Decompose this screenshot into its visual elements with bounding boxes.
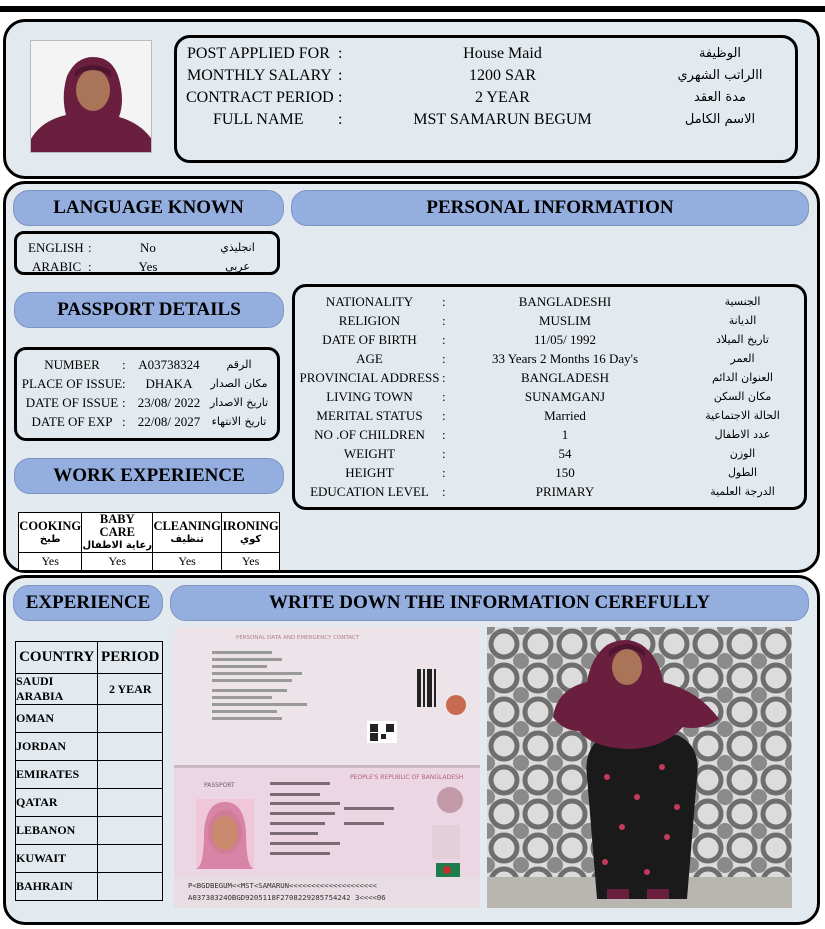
colon: : [122,414,126,429]
personal-info-value: 150 [555,465,575,480]
personal-info-label: HEIGHT [345,465,394,480]
personal-info-arabic: الدرجة العلمية [710,485,775,498]
date-of-exp-arabic: تاريخ الانتهاء [211,415,267,428]
date-of-exp-value: 22/08/ 2027 [137,414,201,429]
personal-info-arabic: مكان السكن [713,390,772,403]
personal-info-arabic: الوزن [729,447,756,460]
passport-details-title: PASSPORT DETAILS [14,292,284,328]
personal-info-label: NO .OF CHILDREN [314,427,425,442]
full-name-label: FULL NAME [213,111,304,128]
personal-info-arabic: عدد الاطفال [714,428,771,441]
date-of-issue-label: DATE OF ISSUE [25,395,119,410]
personal-info-label: PROVINCIAL ADDRESS [299,370,440,385]
personal-info-label: LIVING TOWN [326,389,413,404]
work-experience-title: WORK EXPERIENCE [14,458,284,494]
place-of-issue-value: DHAKA [145,376,193,391]
skill-cooking-value: Yes [19,553,82,571]
place-of-issue-arabic: مكان الصدار [210,377,268,390]
colon: : [338,89,343,106]
contract-arabic: مدة العقد [694,90,746,105]
skills-table [18,512,280,571]
personal-info-arabic: الديانة [728,314,757,327]
passport-scan-word: PASSPORT [204,782,235,789]
country-cell: BAHRAIN [16,873,98,901]
colon: : [122,395,126,410]
period-cell [98,733,163,761]
passport-mrz-line-1: P<BGDBEGUM<<MST<SAMARUN<<<<<<<<<<<<<<<<<<<< [188,881,377,890]
personal-info-arabic: العنوان الدائم [712,371,773,384]
colon: : [442,446,446,461]
arabic-arabic: عربي [225,260,250,273]
colon: : [122,357,126,372]
salary-value: 1200 SAR [468,67,537,84]
passport-scan-heading: PERSONAL DATA AND EMERGENCY CONTACT [236,635,360,641]
country-cell: LEBANON [16,817,98,845]
personal-info-arabic: الحالة الاجتماعية [705,409,780,422]
date-of-exp-label: DATE OF EXP [31,414,113,429]
arabic-value: Yes [138,259,158,274]
period-cell [98,789,163,817]
personal-info-value: 11/05/ 1992 [534,332,596,347]
contract-label: CONTRACT PERIOD [186,89,334,106]
country-cell: OMAN [16,705,98,733]
top-rule [0,6,825,12]
personal-info-value: BANGLADESH [520,370,610,385]
colon: : [122,376,126,391]
personal-info-value: Married [544,408,586,423]
profile-photo [30,40,152,153]
salary-label: MONTHLY SALARY [187,67,332,84]
english-arabic: انجليذي [220,241,255,254]
colon: : [442,332,446,347]
personal-info-value: 54 [558,446,572,461]
colon: : [442,294,446,309]
personal-info-value: MUSLIM [538,313,591,328]
personal-info-value: 33 Years 2 Months 16 Day's [491,351,639,366]
period-cell [98,761,163,789]
full-name-value: MST SAMARUN BEGUM [413,111,592,128]
passport-number-value: A03738324 [138,357,200,372]
skill-babycare-header: BABY CARE رعاية الاطفال [82,512,153,551]
country-cell: EMIRATES [16,761,98,789]
write-down-title: WRITE DOWN THE INFORMATION CEREFULLY [170,585,809,621]
date-of-issue-arabic: تاريخ الاصدار [210,396,269,409]
personal-info-value: 1 [561,427,569,442]
period-cell: 2 YEAR [98,674,163,705]
passport-mrz-line-2: A03738324OBGD9205118F2708229285754242 3<<<<06 [188,893,386,902]
skill-cleaning-value: Yes [153,553,222,571]
skill-babycare-value: Yes [82,553,153,571]
personal-info-label: WEIGHT [343,446,396,461]
personal-info-label: EDUCATION LEVEL [310,484,429,499]
english-value: No [140,240,156,255]
personal-info-label: RELIGION [338,313,401,328]
personal-info-label: AGE [356,351,383,366]
experience-table [15,641,163,901]
colon: : [338,67,343,84]
english-label: ENGLISH [28,240,84,255]
colon: : [338,45,343,62]
skill-ironing-value: Yes [222,553,280,571]
full-body-photo [487,627,792,908]
personal-info-label: DATE OF BIRTH [322,332,417,347]
personal-info-arabic: الطول [727,466,758,479]
skill-ironing-header: IRONING كوي [222,513,280,553]
colon: : [442,427,446,442]
full-name-arabic: الاسم الكامل [684,112,756,127]
language-known-title: LANGUAGE KNOWN [13,190,284,226]
personal-information-title: PERSONAL INFORMATION [291,190,809,226]
country-cell: JORDAN [16,733,98,761]
colon: : [442,484,446,499]
skill-cleaning-header: CLEANING تنظيف [153,513,222,553]
personal-info-value: SUNAMGANJ [524,389,606,404]
personal-info-arabic: الجنسية [724,295,761,308]
period-cell [98,873,163,901]
salary-arabic: االراتب الشهري [677,68,763,83]
period-cell [98,817,163,845]
skill-cooking-header: COOKING طبخ [19,513,82,553]
contract-value: 2 YEAR [475,89,530,106]
colon: : [442,370,446,385]
post-applied-value: House Maid [463,45,542,62]
passport-data-page [174,627,480,908]
colon: : [88,259,92,274]
colon: : [442,408,446,423]
colon: : [442,465,446,480]
place-of-issue-label: PLACE OF ISSUE [21,376,123,391]
country-header: COUNTRY [16,642,98,674]
period-cell [98,845,163,873]
colon: : [338,111,343,128]
personal-info-arabic: تاريخ الميلاد [716,333,769,346]
post-applied-label: POST APPLIED FOR [187,45,330,62]
period-cell [98,705,163,733]
post-applied-arabic: الوظيفة [698,46,742,61]
experience-title: EXPERIENCE [13,585,163,621]
personal-info-arabic: العمر [730,352,755,365]
country-cell: KUWAIT [16,845,98,873]
colon: : [88,240,92,255]
personal-info-label: NATIONALITY [325,294,414,309]
country-cell: SAUDI ARABIA [16,674,98,705]
passport-scan-image [174,627,480,908]
personal-info-label: MERITAL STATUS [316,408,423,423]
date-of-issue-value: 23/08/ 2022 [137,395,201,410]
colon: : [442,389,446,404]
country-cell: QATAR [16,789,98,817]
personal-info-value: BANGLADESHI [518,294,612,309]
arabic-label: ARABIC [32,259,82,274]
period-header: PERIOD [98,642,163,674]
colon: : [442,351,446,366]
passport-number-arabic: الرقم [226,358,252,371]
passport-scan-country: PEOPLE'S REPUBLIC OF BANGLADESH [350,774,464,781]
personal-info-value: PRIMARY [535,484,595,499]
passport-number-label: NUMBER [44,357,100,372]
colon: : [442,313,446,328]
